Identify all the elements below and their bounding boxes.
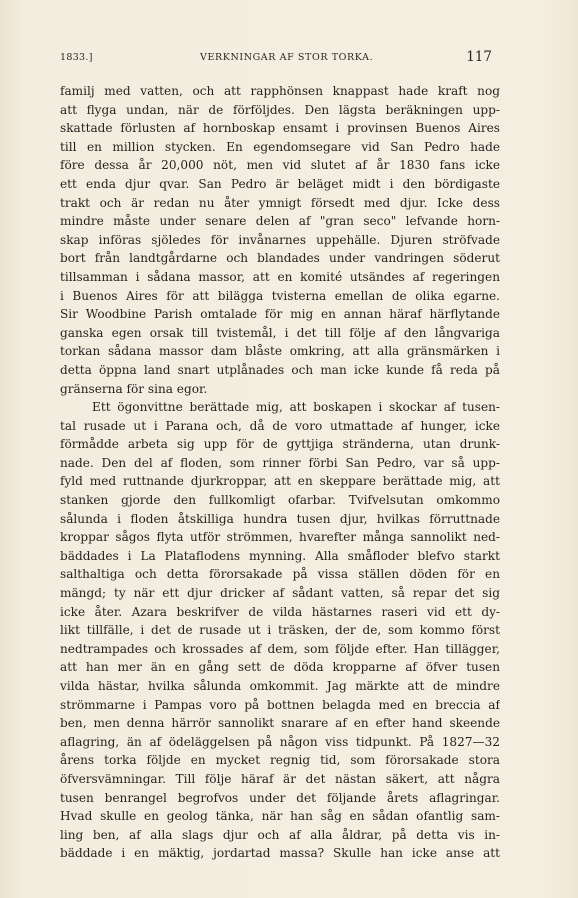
text-line: årens torka följde en mycket regnig tid, som förorsakade stora [60,753,500,768]
text-line: i Buenos Aires för att bilägga tvisterna emellan de olika egarne. [60,288,500,303]
paragraph [60,82,500,398]
text-line: fyld med ruttnande djurkroppar, att en skeppare berättade mig, att [60,474,500,489]
text-line: vilda hästar, hvilka sålunda omkommit. Jag märkte att de mindre [60,679,500,693]
text-line: sålunda i floden åtskilliga hundra tusen djur, hvilkas förruttnade [60,511,500,526]
text-line: aflagring, än af ödeläggelsen på någon viss tidpunkt. På 1827—32 [60,734,500,749]
text-line: öfversvämningar. Till följe häraf är det nästan säkert, att några [60,771,500,786]
text-line: salthaltiga och detta förorsakade på vissa ställen döden för en [60,567,500,582]
text-line: tillsamman i sådana massor, att en komité utsändes af regeringen [60,269,500,284]
running-header [60,50,492,66]
text-line: torkan sådana massor dam blåste omkring, att alla gränsmärken i [60,344,500,359]
text-line: skap införas sjöledes för invånarnes uppehälle. Djuren ströfvade [60,232,500,247]
text-line: ett enda djur qvar. San Pedro är beläget midt i den bördigaste [60,176,500,191]
text-line: bäddade i en mäktig, jordartad massa? Skulle han icke anse att [60,846,500,861]
text-line: mindre måste under senare delen af "gran seco" lefvande horn- [60,214,500,229]
text-line: bäddades i La Plataflodens mynning. Alla småfloder blefvo starkt [60,548,500,563]
text-line: gränserna för sina egor. [60,381,208,396]
text-line: tal rusade ut i Parana och, då de voro utmattade af hunger, icke [60,418,500,433]
text-line: stanken gjorde den fullkomligt ofarbar. Tvifvelsutan omkommo [60,493,500,508]
text-line: detta öppna land snart utplånades och man icke kunde få reda på [60,362,500,377]
text-line: att flyga undan, när de förföljdes. Den lägsta beräkningen upp- [60,102,500,117]
text-line: bort från landtgårdarne och blandades under vandringen söderut [60,251,500,266]
page-number: 117 [466,49,492,65]
text-line: Sir Woodbine Parish omtalade för mig en annan häraf härflytande [60,307,500,322]
body-text [60,82,500,863]
text-line: ling ben, af alla slags djur och af alla åldrar, på detta vis in- [60,827,500,842]
text-line: kroppar sågos flyta utför strömmen, hvarefter många sannolikt ned- [60,530,500,545]
text-line: ben, men denna härrör sannolikt snarare af en efter hand skeende [60,716,500,731]
text-line: likt tillfälle, i det de rusade ut i träsken, der de, som kommo först [60,623,500,638]
header-year: 1833.] [60,52,93,63]
text-line: strömmarne i Pampas voro på bottnen belagda med en breccia af [60,697,500,712]
text-line: nedtrampades och krossades af dem, som följde efter. Han tillägger, [60,641,500,656]
text-line: mängd; ty när ett djur dricker af sådant vatten, så repar det sig [60,586,500,601]
text-line: Hvad skulle en geolog tänka, när han såg en sådan ofantlig sam- [60,809,500,824]
text-line: trakt och är redan nu åter ymnigt försedt med djur. Icke dess [60,195,500,210]
text-line: tusen benrangel begrofvos under det följande årets aflagringar. [60,790,500,805]
text-line: familj med vatten, och att rapphönsen knappast hade kraft nog [60,84,500,98]
text-line: förmådde arbeta sig upp för de gyttjiga stränderna, utan drunk- [60,437,500,452]
text-line: Ett ögonvittne berättade mig, att boskapen i skockar af tusen- [92,400,500,415]
text-line: att han mer än en gång sett de döda kropparne af öfver tusen [60,660,500,675]
text-line: ganska egen orsak till tvistemål, i det till följe af den långvariga [60,325,500,340]
paragraph [60,398,500,863]
text-line: icke åter. Azara beskrifver de vilda hästarnes raseri vid ett dy- [60,604,500,619]
text-line: till en million stycken. En egendomsegare vid San Pedro hade [60,139,500,154]
header-title: VERKNINGAR AF STOR TORKA. [200,52,374,63]
text-line: före dessa år 20,000 nöt, men vid slutet af år 1830 fans icke [60,158,500,173]
text-line: skattade förlusten af hornboskap ensamt i provinsen Buenos Aires [60,121,500,136]
text-line: nade. Den del af floden, som rinner förbi San Pedro, var så upp- [60,455,500,470]
